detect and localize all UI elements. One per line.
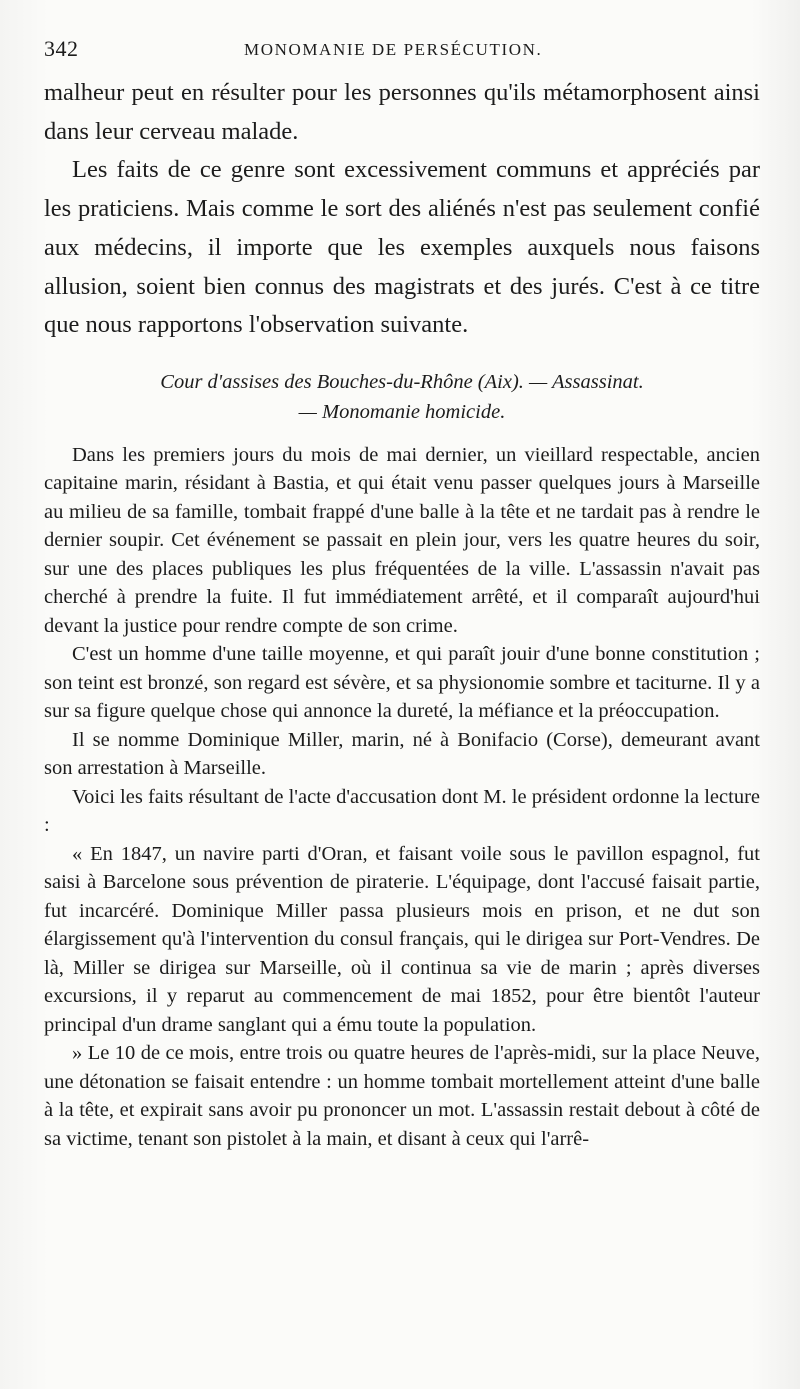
report-paragraph-3: Il se nomme Dominique Miller, marin, né à Bonifacio (Corse), demeurant avant son arrestation à Marseille.: [44, 728, 760, 780]
running-title: MONOMANIE DE PERSÉCUTION.: [244, 40, 543, 59]
case-heading-line-2: — Monomanie homicide.: [298, 400, 506, 423]
page-header: [44, 36, 764, 72]
page-body: [44, 74, 760, 1153]
report-paragraph-4: Voici les faits résultant de l'acte d'accusation dont M. le président ordonne la lecture :: [44, 785, 760, 837]
page-number: 342: [44, 36, 79, 61]
case-heading: [44, 367, 760, 427]
report-paragraph-5: « En 1847, un navire parti d'Oran, et faisant voile sous le pavillon espagnol, fut saisi à Barcelone sous prévention de piraterie. L'équipage, dont l'accusé faisait partie, fut incarcéré. Dominique Miller passa plusieurs mois en prison, et ne dut son élargissement qu'à l'intervention du consul français, qui le dirigea sur Port-Vendres. De là, Miller se dirigea sur Marseille, où il continua sa vie de marin ; après diverses excursions, il y reparut au commencement de mai 1852, pour être bientôt l'auteur principal d'un drame sanglant qui a ému toute la population.: [44, 842, 760, 1036]
report-paragraph-6: » Le 10 de ce mois, entre trois ou quatre heures de l'après-midi, sur la place Neuve, une détonation se faisait entendre : un homme tombait mortellement atteint d'une balle à la tête, et expirait sans avoir pu prononcer un mot. L'assassin restait debout à côté de sa victime, tenant son pistolet à la main, et disant à ceux qui l'arrê-: [44, 1042, 760, 1150]
report-paragraph-1: Dans les premiers jours du mois de mai dernier, un vieillard respectable, ancien capitaine marin, résidant à Bastia, et qui était venu passer quelques jours à Marseille au milieu de sa famille, tombait frappé d'une balle à la tête et ne tardait pas à rendre le dernier soupir. Cet événement se passait en plein jour, vers les quatre heures du soir, sur une des places publiques les plus fréquentées de la ville. L'assassin n'avait pas cherché à prendre la fuite. Il fut immédiatement arrêté, et il comparaît aujourd'hui devant la justice pour rendre compte de son crime.: [44, 443, 760, 637]
opening-paragraph-2: Les faits de ce genre sont excessivement communs et appréciés par les praticiens. Mais comme le sort des aliénés n'est pas seulement confié aux médecins, il importe que les exemples auxquels nous faisons allusion, soient bien connus des magistrats et des jurés. C'est à ce titre que nous rapportons l'observation suivante.: [44, 156, 760, 339]
opening-paragraph-1: malheur peut en résulter pour les personnes qu'ils métamorphosent ainsi dans leur cerveau malade.: [44, 79, 760, 145]
report-paragraph-2: C'est un homme d'une taille moyenne, et qui paraît jouir d'une bonne constitution ; son teint est bronzé, son regard est sévère, et sa physionomie sombre et taciturne. Il y a sur sa figure quelque chose qui annonce la dureté, la méfiance et la préoccupation.: [44, 643, 760, 723]
case-heading-line-1: Cour d'assises des Bouches-du-Rhône (Aix). — Assassinat.: [160, 370, 644, 393]
